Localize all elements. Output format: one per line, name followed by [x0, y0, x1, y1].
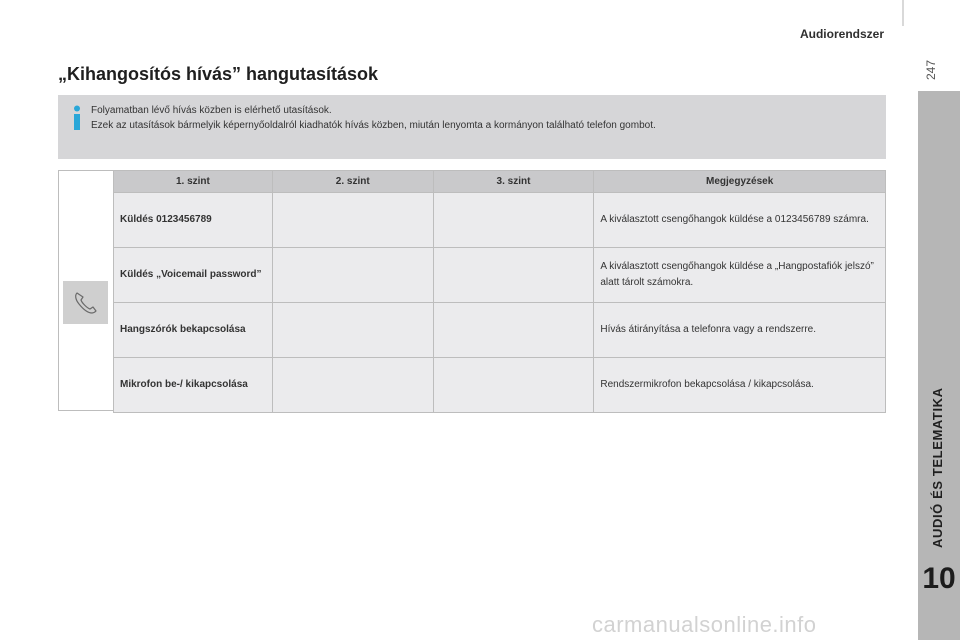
cell-level1: Küldés 0123456789: [114, 193, 273, 248]
phone-icon: [63, 281, 108, 324]
cell-level1: Hangszórók bekapcsolása: [114, 303, 273, 358]
page-number-text: 247: [924, 59, 938, 80]
cell-level3: [433, 248, 594, 303]
table-row: [114, 358, 886, 413]
cell-level2: [272, 303, 433, 358]
voice-commands-table: [113, 170, 886, 413]
table-row: [114, 193, 886, 248]
cell-level3: [433, 193, 594, 248]
page-title: „Kihangosítós hívás” hangutasítások: [58, 64, 379, 84]
cell-level2: [272, 193, 433, 248]
table-row: [114, 248, 886, 303]
chapter-number: 10: [922, 562, 956, 595]
header-level3: 3. szint: [433, 171, 594, 193]
header-level1: 1. szint: [114, 171, 273, 193]
header-notes: Megjegyzések: [594, 171, 886, 193]
cell-level1: Mikrofon be-/ kikapcsolása: [114, 358, 273, 413]
table-header-row: [114, 171, 886, 193]
cell-level2: [272, 248, 433, 303]
page-number: [924, 20, 954, 80]
info-box: [58, 95, 886, 159]
chapter-side-tab: [918, 91, 960, 640]
info-icon: [70, 105, 84, 131]
cell-note: A kiválasztott csengőhangok küldése a „Hangpostafiók jelszó” alatt tárolt számokra.: [594, 248, 886, 303]
phone-icon-box: [63, 281, 108, 324]
cell-note: Hívás átirányítása a telefonra vagy a rendszerre.: [594, 303, 886, 358]
cell-level1: Küldés „Voicemail password”: [114, 248, 273, 303]
info-line-2: Ezek az utasítások bármelyik képernyőoldalról kiadhatók hívás közben, miután lenyomta a kormányon található telefon gombot.: [91, 120, 656, 131]
chapter-label-text: AUDIÓ ÉS TELEMATIKA: [930, 387, 945, 548]
cell-note: A kiválasztott csengőhangok küldése a 0123456789 számra.: [594, 193, 886, 248]
phone-column: [58, 170, 113, 411]
watermark: carmanualsonline.info: [592, 612, 817, 637]
cell-level2: [272, 358, 433, 413]
info-text: [91, 103, 656, 133]
header-level2: 2. szint: [272, 171, 433, 193]
cell-level3: [433, 358, 594, 413]
info-line-1: Folyamatban lévő hívás közben is elérhető utasítások.: [91, 105, 332, 116]
header-divider: [902, 0, 904, 26]
section-title: Audiorendszer: [799, 27, 884, 41]
cell-note: Rendszermikrofon bekapcsolása / kikapcsolása.: [594, 358, 886, 413]
cell-level3: [433, 303, 594, 358]
table-row: [114, 303, 886, 358]
